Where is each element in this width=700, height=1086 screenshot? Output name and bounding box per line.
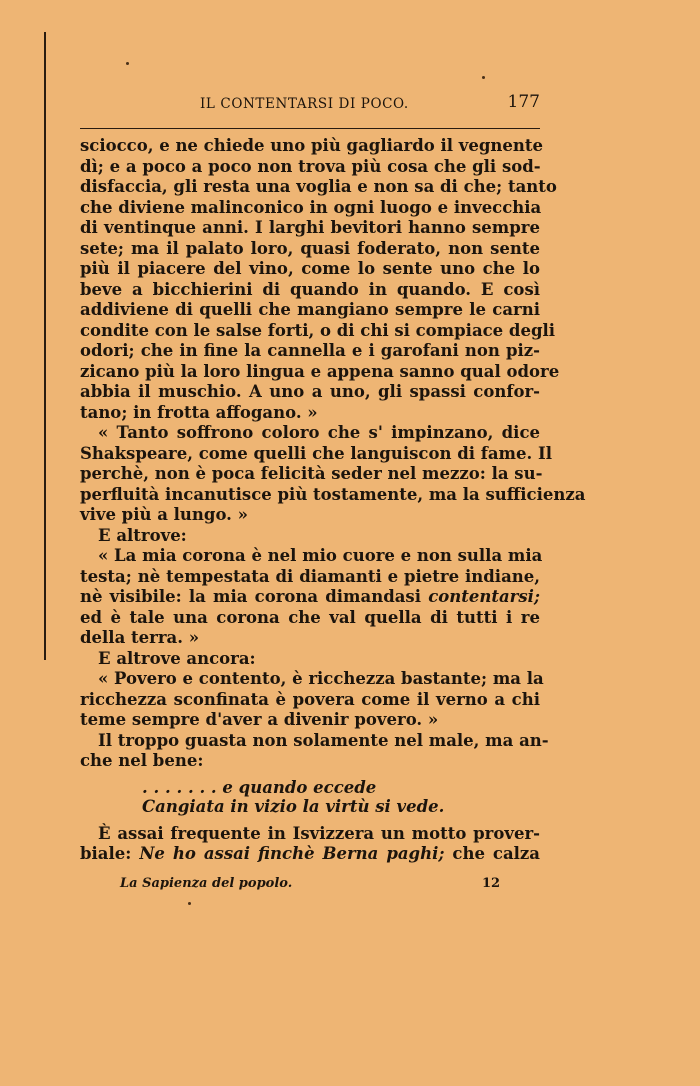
text-line: che nel bene: — [80, 751, 204, 770]
paper-speck — [126, 62, 129, 65]
header-rule — [80, 128, 540, 129]
text-line: zicano più la loro lingua e appena sanno qual odore — [80, 361, 560, 381]
text-run: nè visibile: la mia corona dimandasi — [80, 587, 421, 606]
text-line: sete; ma il palato loro, quasi foderato, non sente — [80, 238, 540, 258]
paragraph-1 — [80, 136, 560, 423]
text-line: E altrove: — [98, 525, 187, 545]
signature-number: 12 — [482, 876, 501, 891]
page-body — [80, 136, 586, 865]
text-line: della terra. » — [80, 628, 200, 647]
text-line: dì; e a poco a poco non trova più cosa che gli sod- — [80, 156, 541, 176]
verse-line: . . . . . . . e quando eccede — [142, 777, 377, 797]
text-line: perfluità incanutisce più tostamente, ma la sufficienza — [80, 484, 586, 504]
text-line: abbia il muschio. A uno a uno, gli spassi confor- — [80, 382, 540, 401]
text-line: disfaccia, gli resta una voglia e non sa di che; tanto — [80, 177, 557, 196]
text-run: biale: — [80, 844, 132, 863]
page-number: 177 — [507, 92, 540, 112]
text-line: È assai frequente in Isvizzera un motto prover- — [98, 823, 540, 843]
paragraph-7 — [80, 730, 549, 772]
running-header — [80, 92, 540, 118]
text-line: più il piacere del vino, come lo sente uno che lo — [80, 259, 540, 278]
page-spine-edge — [44, 32, 46, 660]
paper-speck — [188, 902, 191, 905]
text-line: condite con le salse forti, o di chi si compiace degli — [80, 320, 556, 340]
text-line: odori; che in fine la cannella e i garofani non piz- — [80, 341, 540, 360]
text-run: che calza — [452, 844, 540, 863]
paragraph-5 — [80, 649, 540, 670]
text-line: ricchezza sconfinata è povera come il verno a chi — [80, 689, 540, 709]
verse-line: Cangiata in vizio la virtù si vede. — [142, 796, 445, 816]
text-line: di ventinque anni. I larghi bevitori hanno sempre — [80, 218, 540, 237]
paragraph-2 — [80, 423, 586, 526]
running-title: IL CONTENTARSI DI POCO. — [200, 96, 409, 112]
text-line: vive più a lungo. » — [80, 505, 248, 524]
text-line: perchè, non è poca felicità seder nel mezzo: la su- — [80, 464, 543, 483]
text-line: teme sempre d'aver a divenir povero. » — [80, 710, 439, 729]
paragraph-6 — [80, 669, 544, 731]
paragraph-3 — [80, 526, 540, 547]
text-line: tano; in frotta affogano. » — [80, 402, 318, 422]
text-line: « Povero e contento, è ricchezza bastante; ma la — [98, 669, 544, 688]
text-line: E altrove ancora: — [98, 648, 256, 668]
paragraph-8 — [80, 824, 540, 865]
text-line — [80, 844, 540, 865]
text-line: testa; nè tempestata di diamanti e pietre indiane, — [80, 566, 540, 586]
italic-phrase: Ne ho assai finchè Berna paghi; — [139, 844, 445, 863]
text-line: ed è tale una corona che val quella di tutti i re — [80, 607, 540, 627]
verse-quote — [80, 778, 540, 816]
text-line: Il troppo guasta non solamente nel male, ma an- — [98, 730, 549, 750]
italic-phrase: contentarsi; — [428, 587, 541, 606]
paragraph-4 — [80, 546, 543, 649]
paper-speck — [482, 76, 485, 79]
text-line: « Tanto soffrono coloro che s' impinzano, dice — [98, 423, 540, 442]
text-line: sciocco, e ne chiede uno più gagliardo il vegnente — [80, 136, 544, 155]
signature-title: La Sapienza del popolo. — [120, 876, 293, 891]
text-line: beve a bicchierini di quando in quando. E così — [80, 279, 540, 299]
text-line — [80, 587, 540, 608]
text-line: che diviene malinconico in ogni luogo e invecchia — [80, 197, 542, 217]
text-line: Shakspeare, come quelli che languiscon di fame. Il — [80, 443, 552, 463]
text-line: « La mia corona è nel mio cuore e non sulla mia — [98, 546, 543, 565]
text-line: addiviene di quelli che mangiano sempre le carni — [80, 300, 540, 319]
